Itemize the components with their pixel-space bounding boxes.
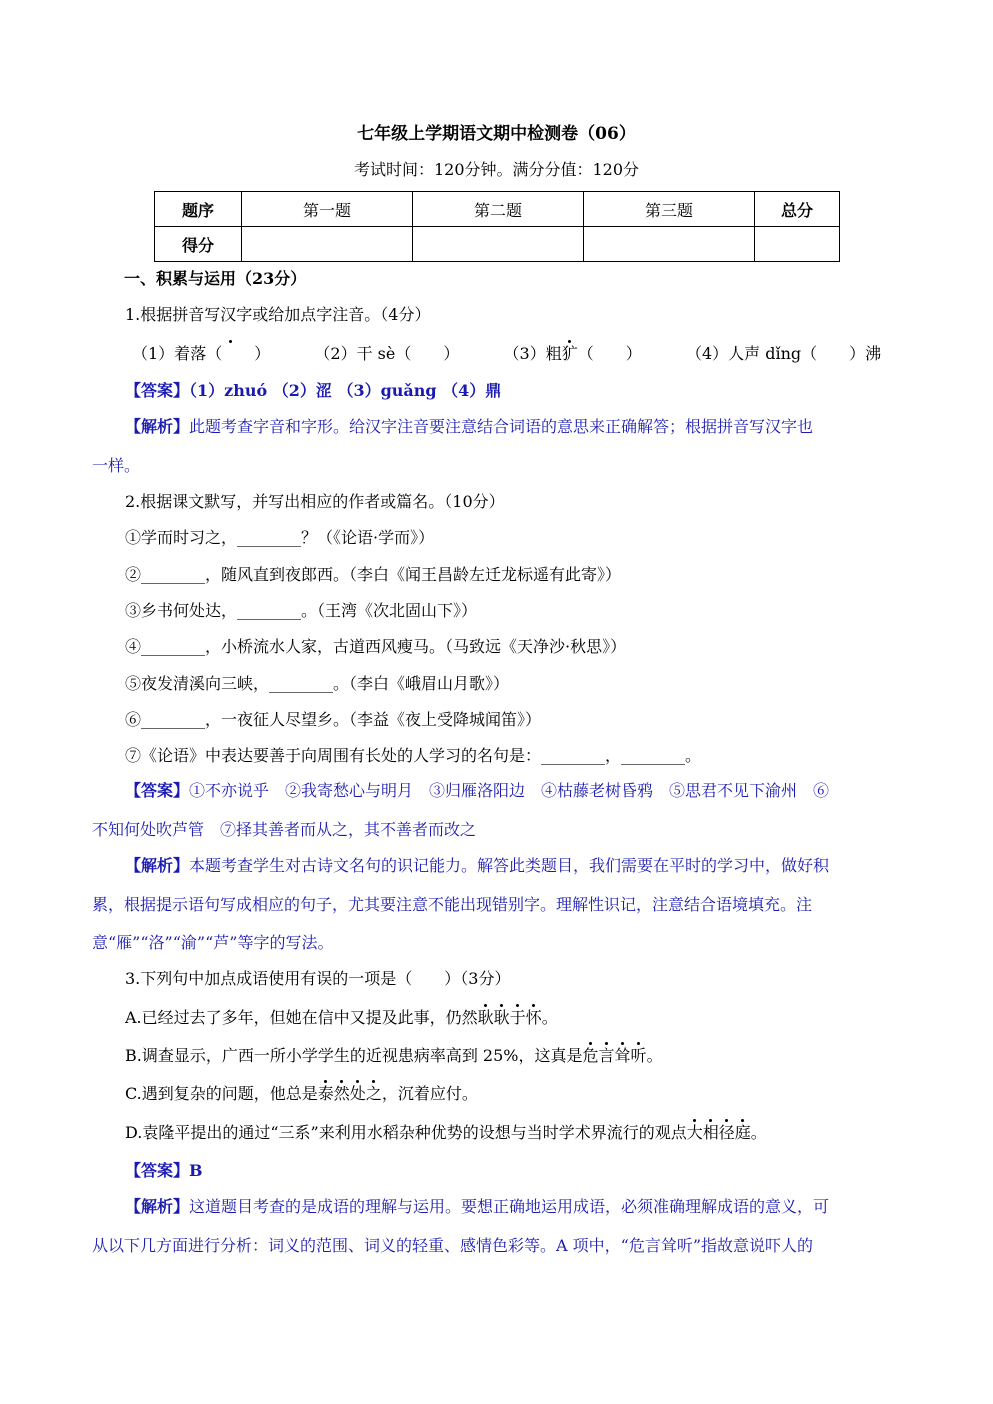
score-table-header-q2: 第二题 xyxy=(413,192,584,227)
q1-item-3b: （ ） xyxy=(577,344,642,363)
q3-option-c: C.遇到复杂的问题，他总是泰然处之，沉着应付。 xyxy=(125,1084,478,1103)
score-table-header-q1: 第一题 xyxy=(242,192,413,227)
q3-analysis-cont: 从以下几方面进行分析：词义的范围、词义的轻重、感情色彩等。A 项中，“危言耸听”指故意说吓人的 xyxy=(92,1236,814,1255)
q1-item-3-dotted: 犷 xyxy=(561,344,578,363)
score-cell-q1[interactable] xyxy=(242,227,413,262)
q3-analysis: 【解析】这道题目考查的是成语的理解与运用。要想正确地运用成语，必须准确理解成语的意义，可 xyxy=(125,1197,830,1216)
q2-analysis: 【解析】本题考查学生对古诗文名句的识记能力。解答此类题目，我们需要在平时的学习中，做好积 xyxy=(125,856,830,875)
score-table-row-label: 得分 xyxy=(155,227,242,262)
score-cell-total[interactable] xyxy=(755,227,840,262)
q2-line-7: ⑦《论语》中表达要善于向周围有长处的人学习的名句是：________，________。 xyxy=(125,746,702,765)
score-table xyxy=(154,191,840,262)
q2-answer-cont: 不知何处吹芦管 ⑦择其善者而从之，其不善者而改之 xyxy=(92,820,477,839)
q1-item-2: （2）干 sè（ ） xyxy=(314,344,460,363)
q2-line-1: ①学而时习之，________？（《论语·学而》） xyxy=(125,528,435,547)
q3-option-a: A.已经过去了多年，但她在信中又提及此事，仍然耿耿于怀。 xyxy=(125,1008,558,1027)
q1-item-3a: （3）粗 xyxy=(503,344,562,363)
q1-analysis-cont: 一样。 xyxy=(92,456,141,475)
score-cell-q3[interactable] xyxy=(584,227,755,262)
q1-stem: 1.根据拼音写汉字或给加点字注音。（4分） xyxy=(125,305,431,324)
section-heading: 一、积累与运用（23分） xyxy=(124,269,307,288)
q2-stem: 2.根据课文默写，并写出相应的作者或篇名。（10分） xyxy=(125,492,505,511)
q2-analysis-cont-2: 意“雁”“洛”“渝”“芦”等字的写法。 xyxy=(92,933,334,952)
q2-line-5: ⑤夜发清溪向三峡，________。（李白《峨眉山月歌》） xyxy=(125,674,510,693)
q1-item-1-dotted: 落（ ） xyxy=(190,344,271,363)
q2-line-2: ②________，随风直到夜郎西。（李白《闻王昌龄左迁龙标遥有此寄》） xyxy=(125,565,622,584)
q2-answer: 【答案】①不亦说乎 ②我寄愁心与明月 ③归雁洛阳边 ④枯藤老树昏鸦 ⑤思君不见下渝州 ⑥ xyxy=(125,781,830,800)
q2-line-4: ④________，小桥流水人家，古道西风瘦马。（马致远《天净沙·秋思》） xyxy=(125,637,627,656)
score-table-header-total: 总分 xyxy=(755,192,840,227)
exam-info: 考试时间：120分钟。满分分值：120分 xyxy=(353,160,640,179)
q1-item-4: （4）人声 dǐng（ ）沸 xyxy=(685,344,882,363)
q2-line-3: ③乡书何处达，________。（王湾《次北固山下》） xyxy=(125,601,478,620)
q1-analysis: 【解析】此题考查字音和字形。给汉字注音要注意结合词语的意思来正确解答；根据拼音写汉字也 xyxy=(125,417,814,436)
q2-line-6: ⑥________，一夜征人尽望乡。（李益《夜上受降城闻笛》） xyxy=(125,710,542,729)
q1-items xyxy=(132,343,892,365)
q3-option-d: D.袁隆平提出的通过“三系”来利用水稻杂种优势的设想与当时学术界流行的观点大相径庭。 xyxy=(125,1123,767,1142)
score-table-header-q3: 第三题 xyxy=(584,192,755,227)
q3-stem: 3.下列句中加点成语使用有误的一项是（ ）（3分） xyxy=(125,969,511,988)
score-table-header-order: 题序 xyxy=(155,192,242,227)
score-cell-q2[interactable] xyxy=(413,227,584,262)
q3-answer: 【答案】B xyxy=(125,1161,203,1180)
page-title: 七年级上学期语文期中检测卷（06） xyxy=(357,124,636,144)
q1-item-1a: （1）着 xyxy=(132,344,191,363)
q2-analysis-cont-1: 累，根据提示语句写成相应的句子，尤其要注意不能出现错别字。理解性识记，注意结合语境填充。注 xyxy=(92,895,813,914)
q1-answer: 【答案】（1）zhuó （2）涩 （3）guǎng （4）鼎 xyxy=(125,381,502,400)
q3-option-b: B.调查显示，广西一所小学学生的近视患病率高到 25%，这真是危言耸听。 xyxy=(125,1046,663,1065)
